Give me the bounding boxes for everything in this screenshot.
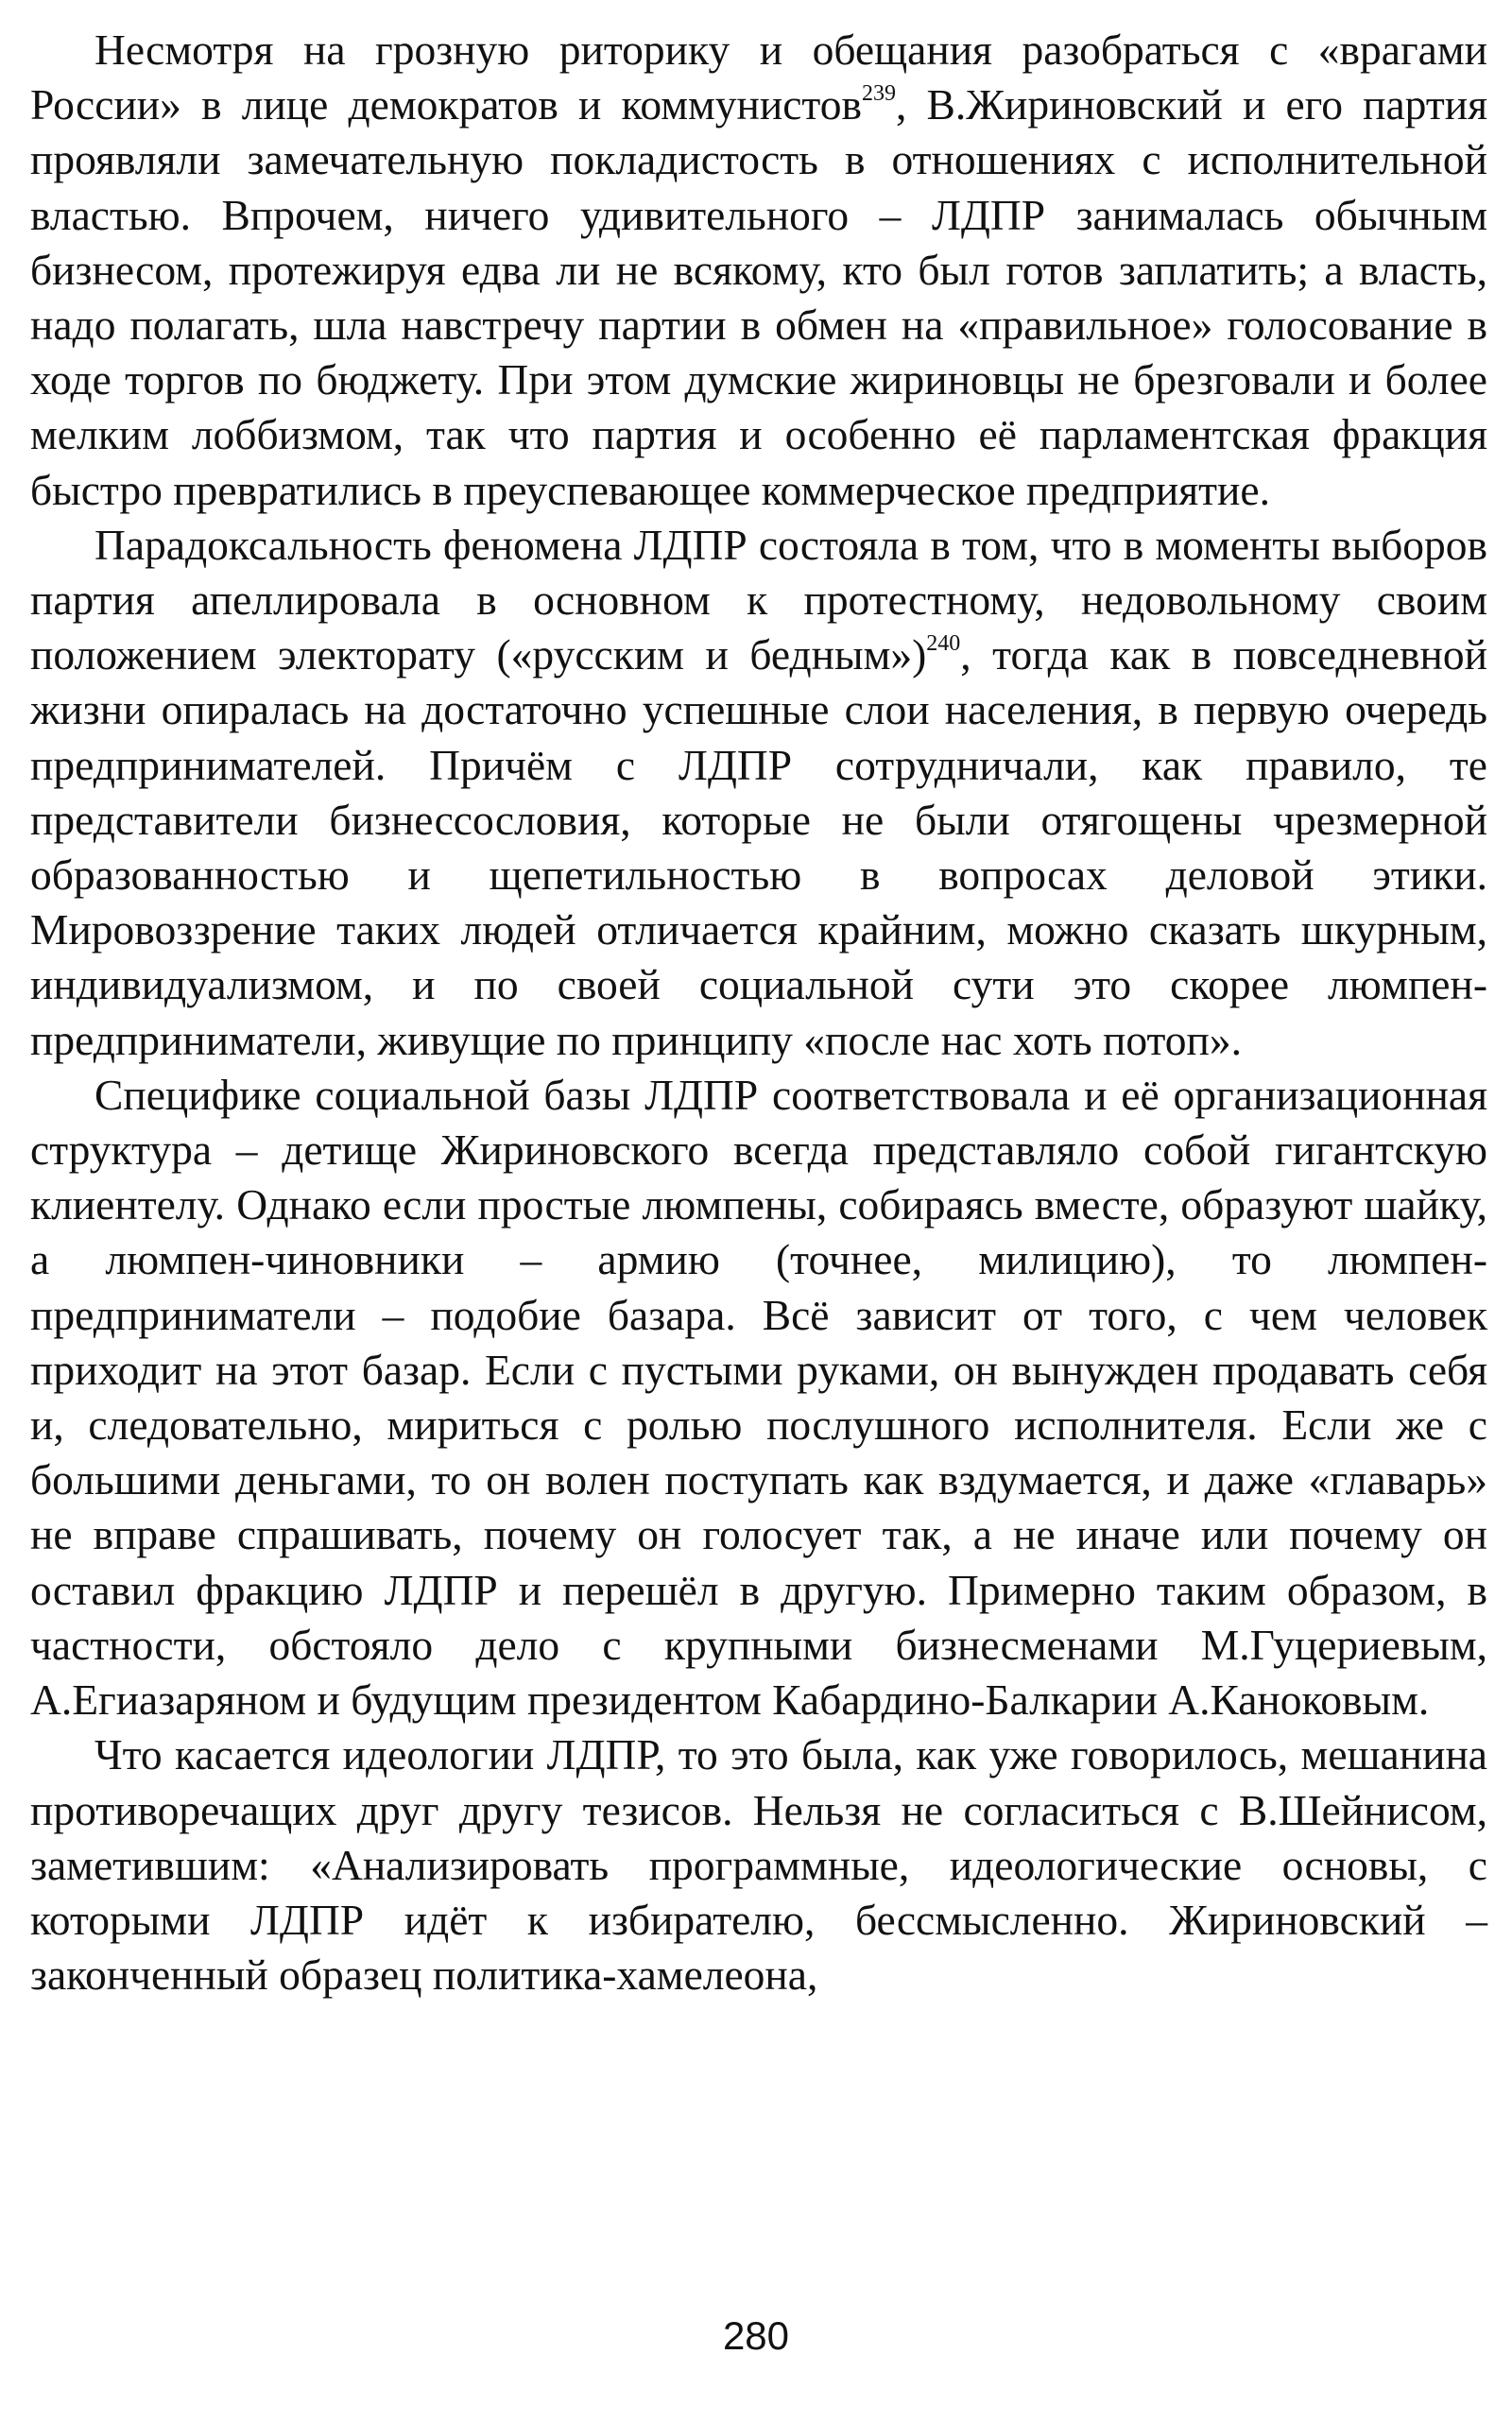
paragraph: [30, 1068, 1487, 1727]
paragraph-text: Специфике социальной базы ЛДПР соответствовала и её организационная структура – детище Жириновского всегда представляло собой гигантскую клиентелу. Однако если простые люмпены, собираясь вместе, образуют шайку, а люмпен-чиновники – армию (точнее, милицию), то люмпен-предприниматели – подобие базара. Всё зависит от того, с чем человек приходит на этот базар. Если с пустыми руками, он вынужден продавать себя и, следовательно, мириться с ролью послушного исполнителя. Если же с большими деньгами, то он волен поступать как вздумается, и даже «главарь» не вправе спрашивать, почему он голосует так, а не иначе или почему он оставил фракцию ЛДПР и перешёл в другую. Примерно таким образом, в частности, обстояло дело с крупными бизнесменами М.Гуцериевым, А.Егиазаряном и будущим президентом Кабардино-Балкарии А.Каноковым.: [30, 1070, 1487, 1725]
paragraph: [30, 23, 1487, 518]
page-body: [30, 23, 1487, 2002]
paragraph-text: , тогда как в повседневной жизни опиралась на достаточно успешные слои населения, в первую очередь предпринимателей. Причём с ЛДПР сотрудничали, как правило, те представители бизнессословия, которые не были отягощены чрезмерной образованностью и щепетильностью в вопросах деловой этики. Мировоззрение таких людей отличается крайним, можно сказать шкурным, индивидуализмом, и по своей социальной сути это скорее люмпен-предприниматели, живущие по принципу «после нас хоть потоп».: [30, 630, 1487, 1064]
paragraph-text: , В.Жириновский и его партия проявляли замечательную покладистость в отношениях с исполнительной властью. Впрочем, ничего удивительного – ЛДПР занималась обычным бизнесом, протежируя едва ли не всякому, кто был готов заплатить; а власть, надо полагать, шла навстречу партии в обмен на «правильное» голосование в ходе торгов по бюджету. При этом думские жириновцы не брезговали и более мелким лоббизмом, так что партия и особенно её парламентская фракция быстро превратились в преуспевающее коммерческое предприятие.: [30, 80, 1487, 514]
paragraph: [30, 1727, 1487, 2002]
footnote-ref[interactable]: 240: [926, 631, 961, 657]
footnote-ref[interactable]: 239: [861, 81, 896, 107]
page-number: 280: [722, 2313, 790, 2358]
paragraph-text: Парадоксальность феномена ЛДПР состояла в том, что в моменты выборов партия апеллировала в основном к протестному, недовольному своим положением электорату («русским и бедным»): [30, 520, 1487, 679]
paragraph-text: Что касается идеологии ЛДПР, то это была, как уже говорилось, мешанина противоречащих друг другу тезисов. Нельзя не согласиться с В.Шейнисом, заметившим: «Анализировать программные, идеологические основы, с которыми ЛДПР идёт к избирателю, бессмысленно. Жириновский – законченный образец политика-хамелеона,: [30, 1730, 1487, 2000]
paragraph: [30, 518, 1487, 1068]
paragraph-text: Несмотря на грозную риторику и обещания разобраться с «врагами России» в лице демократов и коммунистов: [30, 26, 1487, 129]
